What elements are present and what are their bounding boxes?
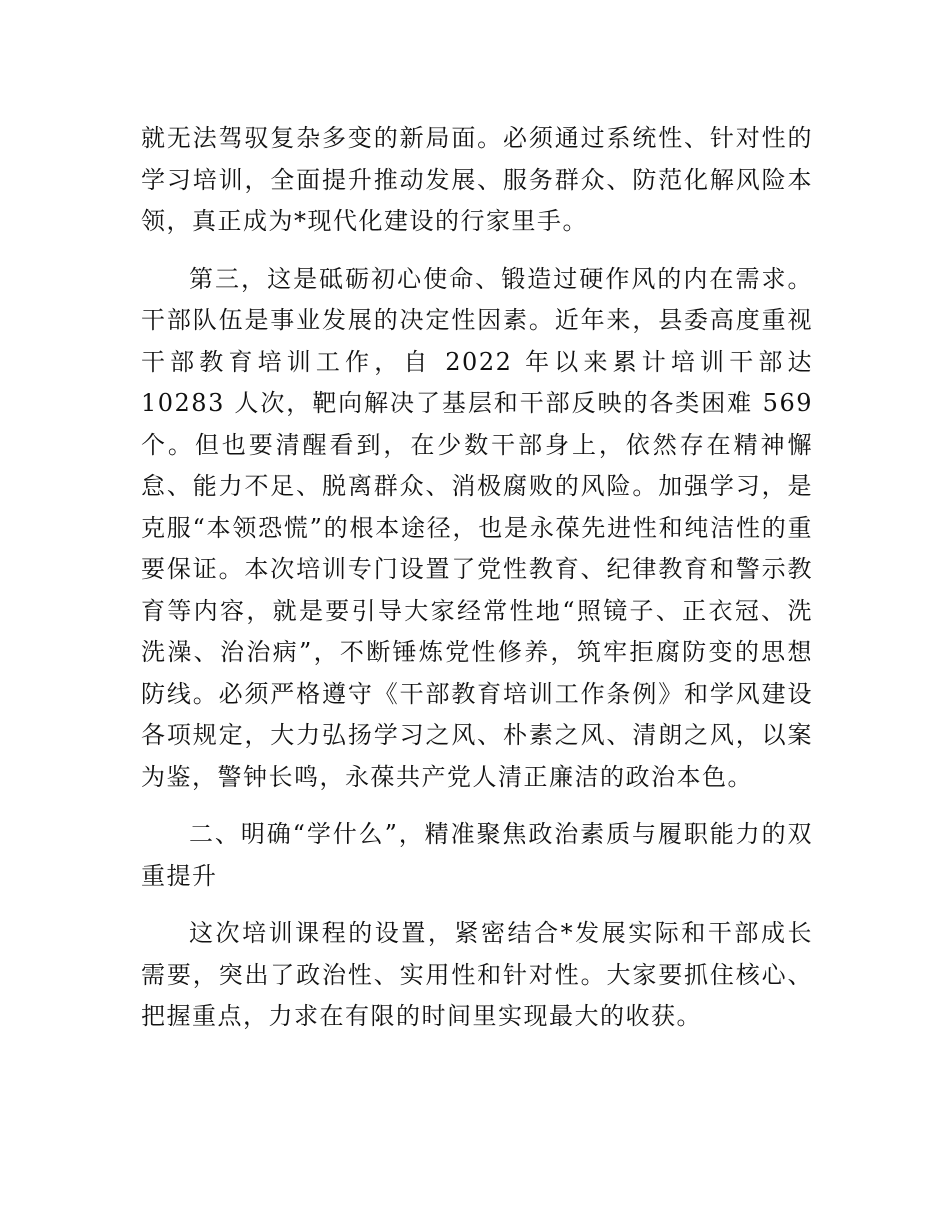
- document-body: [141, 118, 813, 1038]
- paragraph-third-point: 第三，这是砥砺初心使命、锻造过硬作风的内在需求。干部队伍是事业发展的决定性因素。近年来，县委高度重视干部教育培训工作，自 2022 年以来累计培训干部达 10283 人次，靶向解决了基层和干部反映的各类困难 569 个。但也要清醒看到，在少数干部身上，依然存在精神懈怠、能力不足、脱离群众、消极腐败的风险。加强学习，是克服“本领恐慌”的根本途径，也是永葆先进性和纯洁性的重要保证。本次培训专门设置了党性教育、纪律教育和警示教育等内容，就是要引导大家经常性地“照镜子、正衣冠、洗洗澡、治治病”，不断锤炼党性修养，筑牢拒腐防变的思想防线。必须严格遵守《干部教育培训工作条例》和学风建设各项规定，大力弘扬学习之风、朴素之风、清朗之风，以案为鉴，警钟长鸣，永葆共产党人清正廉洁的政治本色。: [141, 264, 813, 791]
- paragraph-training-courses: 这次培训课程的设置，紧密结合*发展实际和干部成长需要，突出了政治性、实用性和针对性。大家要抓住核心、把握重点，力求在有限的时间里实现最大的收获。: [141, 919, 813, 1030]
- section-heading-two: 二、明确“学什么”，精准聚焦政治素质与履职能力的双重提升: [141, 820, 813, 890]
- paragraph-continuation: 就无法驾驭复杂多变的新局面。必须通过系统性、针对性的学习培训，全面提升推动发展、服务群众、防范化解风险本领，真正成为*现代化建设的行家里手。: [141, 124, 813, 235]
